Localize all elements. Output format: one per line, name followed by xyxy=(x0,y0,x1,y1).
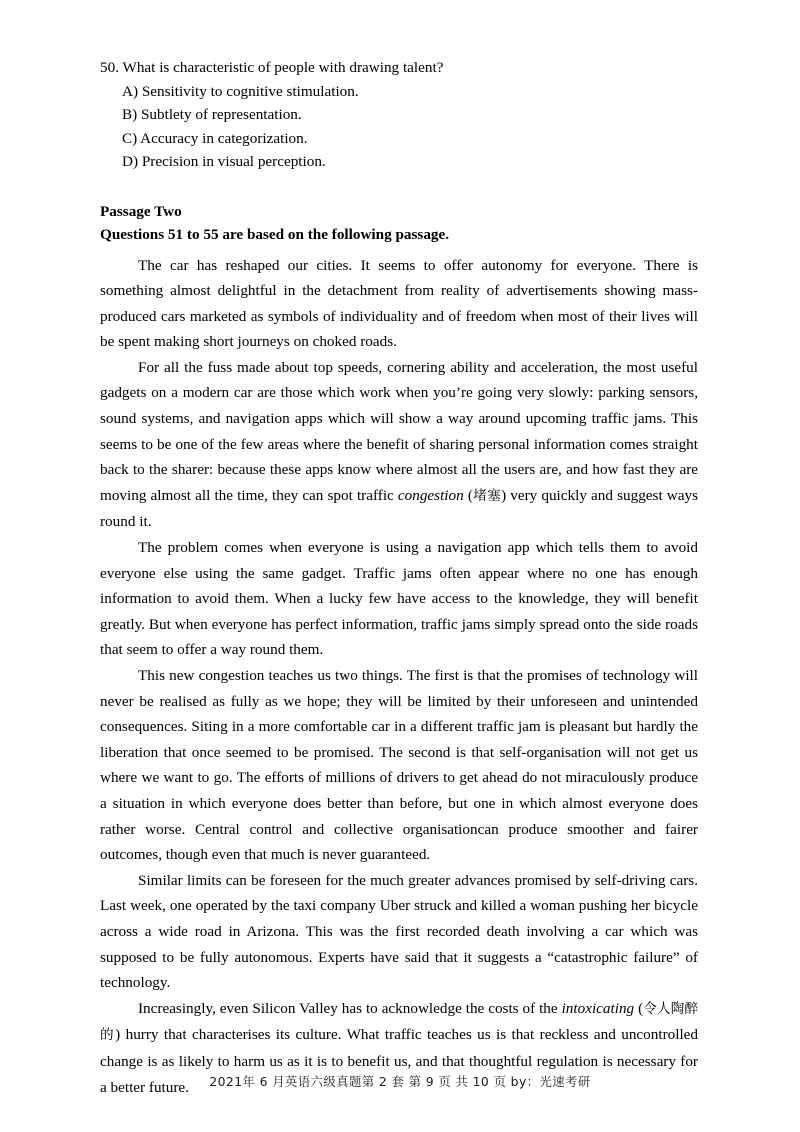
question-block-50 xyxy=(100,56,698,174)
italic-term: congestion xyxy=(397,486,464,504)
passage-paragraph-5: Similar limits can be foreseen for the much greater advances promised by self-driving cars. Last week, one operated by the taxi company Uber struck and killed a woman pushing her bicycle across a wide road in Arizona. This was the first recorded death involving a car which was supposed to be fully autonomous. Experts have said that it suggests a “catastrophic failure” of technology. xyxy=(100,871,698,992)
option-list xyxy=(100,80,698,174)
option-item-d[interactable]: D) Precision in visual perception. xyxy=(122,153,326,170)
option-item-c[interactable]: C) Accuracy in categorization. xyxy=(122,129,308,147)
passage-heading: Passage Two xyxy=(100,202,182,220)
question-stem: 50. What is characteristic of people with drawing talent? xyxy=(100,59,444,76)
passage-paragraph-1: The car has reshaped our cities. It seems to offer autonomy for everyone. There is something almost delightful in the detachment from reality of advertisements showing mass-produced cars marketed as symbols of individuality and of freedom when most of their lives will be spent making short journeys on choked roads. xyxy=(100,256,698,351)
questions-range-heading: Questions 51 to 55 are based on the following passage. xyxy=(100,226,450,243)
passage-paragraph-4: This new congestion teaches us two things. The first is that the promises of technology will never be realised as fully as we hope; they will be limited by their unforeseen and unintended consequences. Siting in a more comfortable car in a different traffic jam is pleasant but hardly the liberation that once seemed to be promised. The second is that self-organisation will not get us where we want to go. The efforts of millions of drivers to get ahead do not miraculously produce a situation in which everyone does better than before, but one in which almost everyone does rather worse. Central control and collective organisationcan produce smoother and fairer outcomes, though even that much is never guaranteed. xyxy=(100,667,698,864)
italic-term: intoxicating xyxy=(561,999,635,1017)
passage-paragraph-6: Increasingly, even Silicon Valley has to acknowledge the costs of the intoxicating (令人陶醉的) hurry that characterises its culture. What traffic teaches us is that reckless and uncontrolled change is as likely to harm us as it is to benefit us, and that thoughtful regulation is necessary for a better future. xyxy=(100,999,699,1096)
chinese-gloss: 令人陶醉的 xyxy=(100,1000,699,1044)
passage-paragraph-2: For all the fuss made about top speeds, cornering ability and acceleration, the most useful gadgets on a modern car are those which work when you’re going very slowly: parking sensors, sound systems, and navigation apps which will show a way around upcoming traffic jams. This seems to be one of the few areas where the benefit of sharing personal information comes straight back to the sharer: because these apps know where almost all the users are, and how fast they are moving almost all the time, they can spot traffic congestion (堵塞) very quickly and suggest ways round it. xyxy=(100,358,698,531)
chinese-gloss: 堵塞 xyxy=(472,487,502,504)
passage-paragraph-3: The problem comes when everyone is using a navigation app which tells them to avoid everyone else using the same gadget. Traffic jams often appear where no one has enough information to avoid them. When a lucky few have access to the knowledge, they will benefit greatly. But when everyone has perfect information, traffic jams simply spread onto the side roads that seem to offer a way round them. xyxy=(100,539,698,659)
option-item-b[interactable]: B) Subtlety of representation. xyxy=(122,106,302,123)
footer-text: 2021年 6 月英语六级真题第 2 套 第 9 页 共 10 页 by：光速考研 xyxy=(209,1074,591,1089)
page-content xyxy=(100,56,698,1100)
option-item-a[interactable]: A) Sensitivity to cognitive stimulation. xyxy=(122,82,359,100)
page-footer xyxy=(0,1073,800,1091)
